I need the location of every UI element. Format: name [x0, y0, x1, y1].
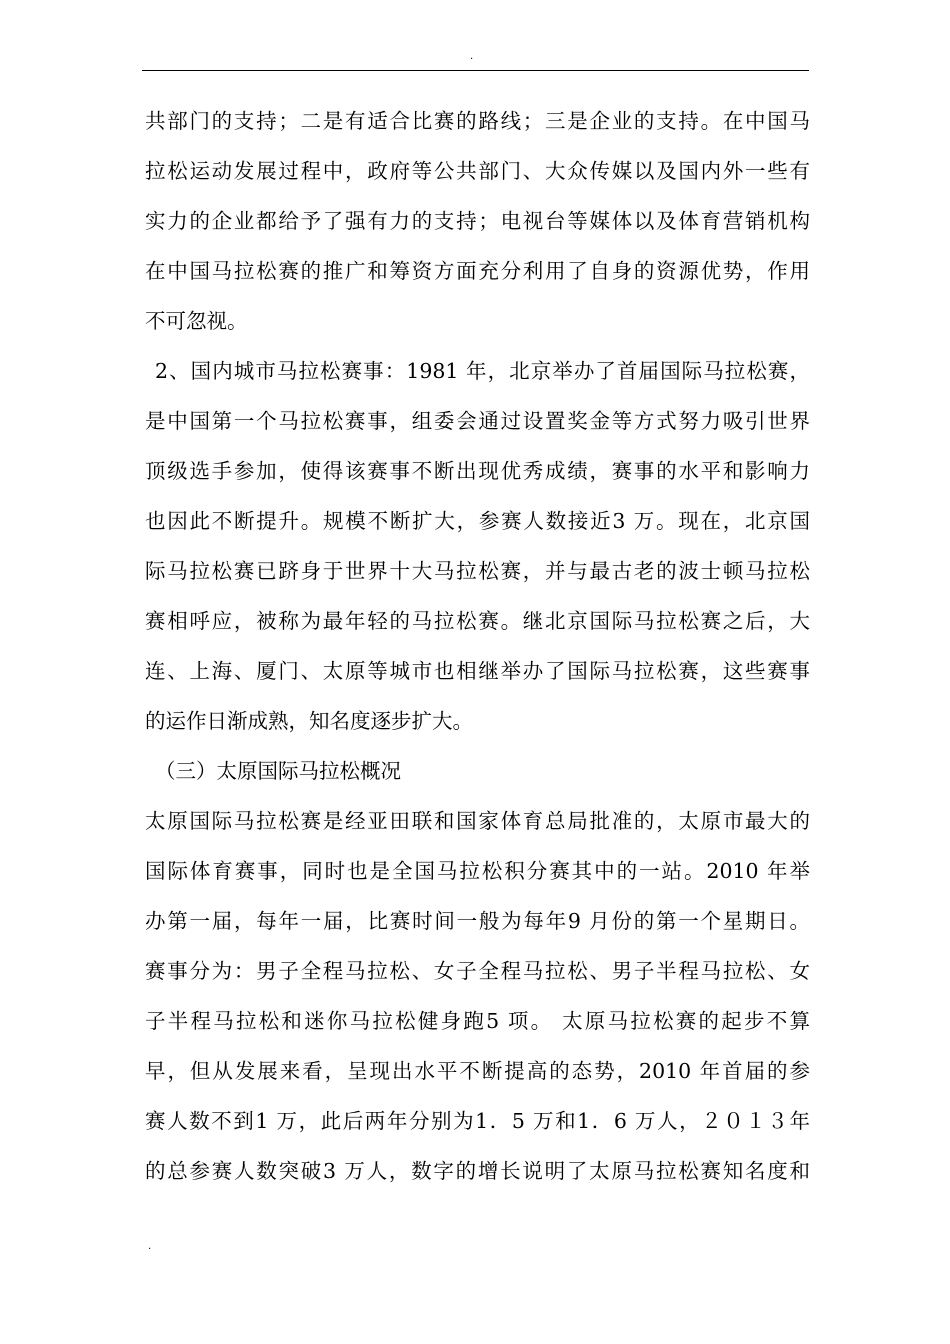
text-line: 的运作日渐成熟，知名度逐步扩大。: [145, 709, 473, 733]
text-line: 拉松运动发展过程中，政府等公共部门、大众传媒以及国内外一些有: [145, 159, 810, 183]
text-line: 在中国马拉松赛的推广和筹资方面充分利用了自身的资源优势，作用: [145, 259, 810, 283]
text-line: 共部门的支持；二是有适合比赛的路线；三是企业的支持。在中国马: [145, 109, 810, 133]
text-line: 不可忽视。: [145, 309, 248, 333]
text-line: 赛事分为：男子全程马拉松、女子全程马拉松、男子半程马拉松、女: [145, 959, 810, 983]
text-line: 也因此不断提升。规模不断扩大，参赛人数接近3 万。现在，北京国: [145, 509, 810, 533]
text-line: 是中国第一个马拉松赛事，组委会通过设置奖金等方式努力吸引世界: [145, 409, 810, 433]
section-heading: （三）太原国际马拉松概况: [155, 759, 401, 783]
text-line: 国际体育赛事，同时也是全国马拉松积分赛其中的一站。2010 年举: [145, 859, 810, 883]
text-line: 早，但从发展来看，呈现出水平不断提高的态势，2010 年首届的参: [145, 1059, 810, 1083]
text-line: 办第一届，每年一届，比赛时间一般为每年9 月份的第一个星期日。: [145, 909, 810, 933]
text-line: 际马拉松赛已跻身于世界十大马拉松赛，并与最古老的波士顿马拉松: [145, 559, 810, 583]
text-line: 实力的企业都给予了强有力的支持；电视台等媒体以及体育营销机构: [145, 209, 810, 233]
text-line: 顶级选手参加，使得该赛事不断出现优秀成绩，赛事的水平和影响力: [145, 459, 810, 483]
page-header-mark: .: [470, 51, 474, 62]
text-line: 太原国际马拉松赛是经亚田联和国家体育总局批准的，太原市最大的: [145, 809, 810, 833]
text-line: 连、上海、厦门、太原等城市也相继举办了国际马拉松赛，这些赛事: [145, 659, 810, 683]
page-footer-mark: .: [148, 1241, 152, 1252]
text-line: 赛人数不到1 万，此后两年分别为1．5 万和1．6 万人，２０１３年: [145, 1109, 810, 1133]
section-item-heading: 2、国内城市马拉松赛事：1981 年，北京举办了首届国际马拉松赛，: [155, 359, 810, 383]
text-line: 的总参赛人数突破3 万人，数字的增长说明了太原马拉松赛知名度和: [145, 1159, 810, 1183]
text-line: 赛相呼应，被称为最年轻的马拉松赛。继北京国际马拉松赛之后，大: [145, 609, 810, 633]
text-line: 子半程马拉松和迷你马拉松健身跑5 项。 太原马拉松赛的起步不算: [145, 1009, 810, 1033]
page-header-rule: [142, 70, 809, 71]
